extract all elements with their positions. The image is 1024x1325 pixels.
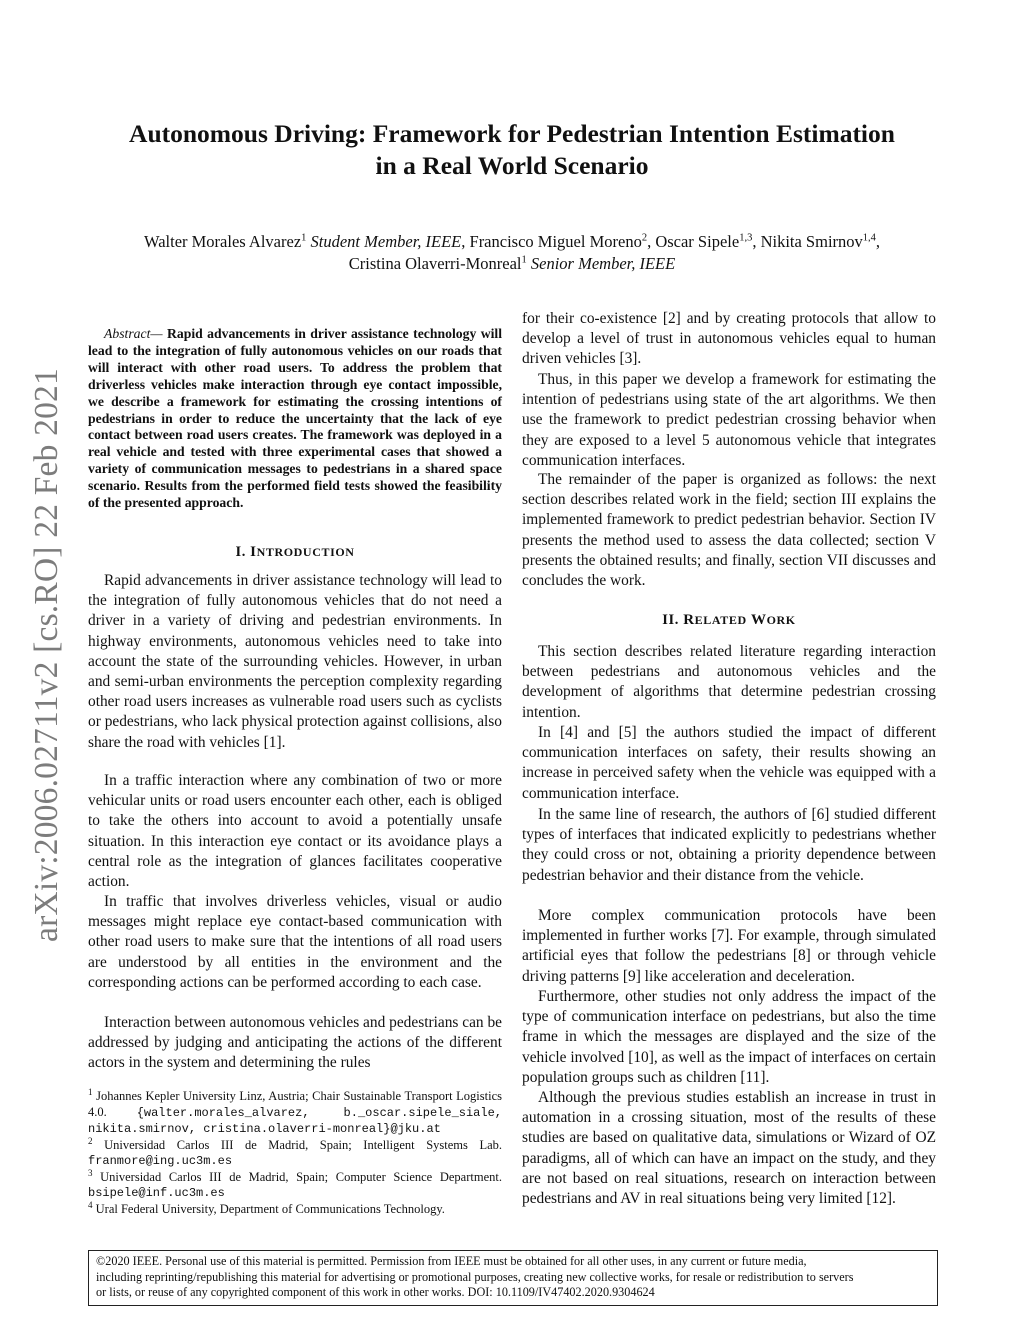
intro-paragraph: Interaction between autonomous vehicles and pedestrians can be addressed by judging and anticipating the actions of the different actors in the system and determining the rules — [88, 1014, 502, 1072]
copyright-notice — [88, 1250, 938, 1306]
related-work-paragraph: Although the previous studies establish an increase in trust in automation in a crossing situation, most of the results of these studies are based on qualitative data, simulations or Wizard of OZ paradigms, all of which can have an impact on the study, and they are not based on real situations, research on interaction between pedestrians and AV in real situations being very limited [12]. — [522, 1089, 936, 1208]
footnote: $^2$ Universidad Carlos III de Madrid, Spain; Intelligent Systems Lab. franmore@ing.uc3m.es — [88, 1135, 503, 1168]
related-work-paragraph: In the same line of research, the authors of [6] studied different types of interfaces that indicated explicitly to pedestrians whether they could cross or not, obtaining a priority dependence between pedestrian behavior and their distance from the vehicle. — [522, 806, 936, 884]
footnote: $^1$ Johannes Kepler University Linz, Austria; Chair Sustainable Transport Logistics 4.0. {walter.morales_alvarez, b._oscar.sipele_siale, nikita.smirnov, cristina.olaverri-monreal}@jku.at — [88, 1086, 503, 1136]
abstract-label: Abstract — [104, 326, 151, 341]
author-role: Student Member, IEEE — [310, 232, 462, 251]
affiliation-mark: 1 — [521, 254, 527, 266]
title-line-2: in a Real World Scenario — [375, 151, 649, 180]
left-column — [88, 0, 502, 1240]
author-name: Oscar Sipele — [655, 232, 740, 251]
copyright-line: or lists, or reuse of any copyrighted component of this work in other works. DOI: 10.1109/IV47402.2020.9304624 — [96, 1285, 655, 1299]
author-name: Nikita Smirnov — [760, 232, 863, 251]
section-number: I. — [235, 544, 246, 560]
intro-paragraph: In traffic that involves driverless vehicles, visual or audio messages might replace eye contact-based communication with other road users to make sure that the intentions of all road users are understood by all entities in the environment and the corresponding actions can be performed according to each case. — [88, 893, 502, 991]
author-line-1: Walter Morales Alvarez$^1$ Student Member, IEEE, Francisco Miguel Moreno$^2$, Oscar Sipele$^{1,3}$, Nikita Smirnov$^{1,4}$, — [143, 232, 881, 251]
arxiv-identifier: arXiv:2006.02711v2 [cs.RO] 22 Feb 2021 — [28, 368, 65, 942]
related-work-paragraph: More complex communication protocols have been implemented in further works [7]. For example, through simulated artificial eyes that follow the pedestrians [8] or through vehicle driving patterns [9] like acceleration and deceleration. — [522, 907, 936, 985]
copyright-line: ©2020 IEEE. Personal use of this material is permitted. Permission from IEEE must be obtained for all other uses, in any current or future media, — [96, 1254, 807, 1268]
body-paragraph: Thus, in this paper we develop a framework for estimating the intention of pedestrians using state of the art algorithms. We then use the framework to predict pedestrian crossing behavior when they are exposed to a level 5 autonomous vehicle that integrates communication interfaces. — [522, 371, 936, 469]
email-address: bsipele@inf.uc3m.es — [88, 1186, 225, 1200]
copyright-line: including reprinting/republishing this material for advertising or promotional purposes, creating new collective works, for resale or redistribution to servers — [96, 1269, 854, 1284]
title-line-1: Autonomous Driving: Framework for Pedestrian Intention Estimation — [129, 119, 895, 148]
affiliation-mark: 1 — [301, 232, 307, 244]
related-work-paragraph: Furthermore, other studies not only address the impact of the type of communication interface on pedestrians, but also the time frame in which the messages are displayed and the size of the vehicle involved [10], as well as the impact of interfaces on certain population groups such as children [11]. — [522, 988, 936, 1086]
section-number: II. — [662, 612, 679, 628]
intro-paragraph: Rapid advancements in driver assistance technology will lead to the integration of fully autonomous vehicles that do not need a driver in a variety of driving and pedestrian environments. In highway environments, autonomous vehicles need to take into account the state of the surrounding vehicles. However, in urban and semi-urban environments the perception complexity regarding other road users increases as vulnerable road users such as cyclists or pedestrians, who lack physical protection against collisions, also share the road with vehicles [1]. — [88, 572, 502, 751]
section-title-initial: W — [750, 612, 767, 628]
email-address: {walter.morales_alvarez, b._oscar.sipele_siale, nikita.smirnov, cristina.olaverri-monreal}@jku.at — [88, 1105, 502, 1136]
section-heading-introduction — [88, 544, 502, 561]
section-title-rest: NTRODUCTION — [256, 545, 355, 559]
affiliation-mark: 1,4 — [862, 232, 876, 244]
affiliation-mark: 1,3 — [739, 232, 753, 244]
intro-paragraph: In a traffic interaction where any combination of two or more vehicular units or road users encounter each other, each is obliged to take the others into account to avoid a potentially unsafe situation. In this interaction eye contact or its avoidance plays a central role as the integration of glances facilitates cooperative action. — [88, 772, 502, 891]
related-work-paragraph: In [4] and [5] the authors studied the impact of different communication interfaces on safety, their results showing an increase in perceived safety when the vehicle was equipped with a communication interface. — [522, 724, 936, 802]
footnote: $^4$ Ural Federal University, Department of Communications Technology. — [88, 1199, 445, 1216]
section-title-rest: ORK — [766, 613, 796, 627]
author-name: Walter Morales Alvarez — [143, 232, 302, 251]
abstract — [88, 326, 502, 512]
affiliation-mark: 2 — [641, 232, 648, 244]
body-paragraph: The remainder of the paper is organized as follows: the next section describes related work in the field; section III explains the implemented framework to predict pedestrian behavior. Section IV presents the method used to assess the data collected; section V presents the obtained results; and finally, section VII discusses and concludes the work. — [522, 471, 936, 590]
right-column — [522, 0, 936, 1240]
author-name: Francisco Miguel Moreno — [469, 232, 642, 251]
section-heading-related-work — [522, 612, 936, 629]
section-title-initial: R — [683, 612, 695, 628]
section-title-rest: ELATED — [694, 613, 747, 627]
author-name: Cristina Olaverri-Monreal — [348, 254, 522, 273]
related-work-paragraph: This section describes related literature regarding interaction between pedestrians and autonomous vehicles and the development of algorithms that determine pedestrian crossing intention. — [522, 643, 936, 721]
abstract-text: Rapid advancements in driver assistance technology will lead to the integration of fully autonomous vehicles on our roads that will interact with other road users. To address the problem that driverless vehicles make interaction through eye contact impossible, we describe a framework for estimating the crossing intentions of pedestrians in order to reduce the uncertainty that the lack of eye contact between road users creates. The framework was deployed in a real vehicle and tested with three experimental cases that showed a variety of communication messages to pedestrians in a shared space scenario. Results from the performed field tests showed the feasibility of the presented approach. — [88, 326, 502, 511]
abstract-dash: — — [150, 326, 163, 341]
author-role: Senior Member, IEEE — [530, 254, 676, 273]
email-address: franmore@ing.uc3m.es — [88, 1154, 233, 1168]
footnote: $^3$ Universidad Carlos III de Madrid, Spain; Computer Science Department. bsipele@inf.uc3m.es — [88, 1167, 502, 1200]
section-title-initial: I — [250, 544, 257, 560]
body-paragraph: for their co-existence [2] and by creating protocols that allow to develop a level of trust in autonomous vehicles equal to human driven vehicles [3]. — [522, 310, 936, 368]
affiliation-footnotes — [88, 1086, 503, 1217]
